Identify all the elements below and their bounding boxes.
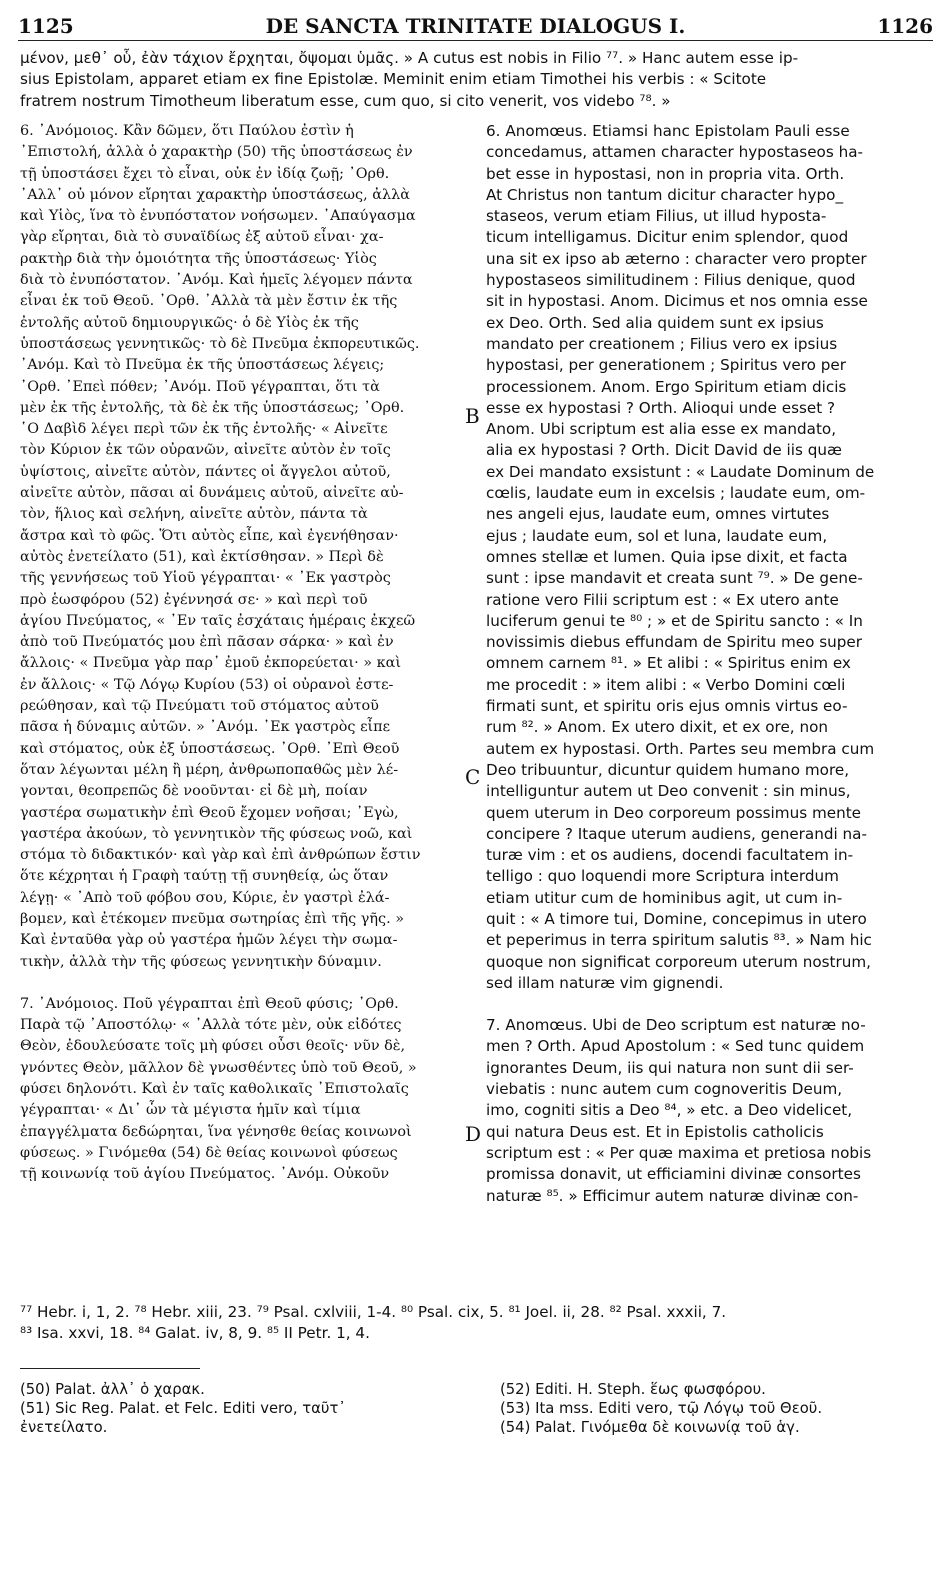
latin-text-line: hypostaseos similitudinem : Filius denique, quod	[486, 271, 856, 290]
greek-text-line: Παρὰ τῷ ᾿Αποστόλῳ· « ᾿Αλλὰ τότε μὲν, οὐκ εἰδότες	[20, 1017, 402, 1034]
intro-line: fratrem nostrum Timotheum liberatum esse, cum quo, si cito venerit, vos videbo ⁷⁸. »	[20, 91, 671, 110]
latin-text-line: omnes stellæ et lumen. Quia ipse dixit, et facta	[486, 547, 848, 566]
latin-text-line: ticum intelligamus. Dicitur enim splendor, quod	[486, 228, 849, 247]
greek-text-line: ἐπαγγέλματα δεδώρηται, ἵνα γένησθε θείας κοινωνοὶ	[20, 1123, 412, 1140]
latin-text-line: concedamus, attamen character hypostaseos ha-	[486, 143, 863, 162]
greek-text-line: φύσεως. » Γινόμεθα (54) δὲ θείας κοινωνοὶ φύσεως	[20, 1144, 398, 1161]
latin-text-line: quem uterum in Deo corporeum possimus mente	[486, 803, 862, 822]
latin-text-line: autem ex hypostasi. Orth. Partes seu membra cum	[486, 739, 875, 758]
variant-note: (51) Sic Reg. Palat. et Felc. Editi vero, ταῦτ᾽	[20, 1400, 346, 1417]
latin-text-line: quit : « A timore tui, Domine, concepimus in utero	[486, 909, 867, 928]
latin-text-line: etiam utitur cum de hominibus agit, ut cum in-	[486, 888, 843, 907]
latin-text-line: turæ vim : et os audiens, docendi facultatem in-	[486, 846, 854, 865]
greek-text-line: τὸν, ἥλιος καὶ σελήνη, αἰνεῖτε αὐτὸν, πάντα τὰ	[20, 506, 368, 523]
latin-text-line: Anom. Ubi scriptum est alia esse ex mandato,	[486, 420, 837, 439]
greek-text-line: διὰ τὸ ἐνυπόστατον. ᾿Ανόμ. Καὶ ἡμεῖς λέγομεν πάντα	[20, 272, 413, 289]
greek-text-line: 6. ᾿Ανόμοιος. Κἂν δῶμεν, ὅτι Παύλου ἐστὶν ἡ	[20, 123, 354, 139]
greek-text-line: γέγραπται· « Δι᾽ ὧν τὰ μέγιστα ἡμῖν καὶ τίμια	[20, 1102, 361, 1119]
latin-text-line: quoque non significat corporeum uterum nostrum,	[486, 952, 872, 971]
latin-text-line: concipere ? Itaque uterum audiens, generandi na-	[486, 824, 867, 843]
latin-text-line: novissimis diebus effundam de Spiritu meo super	[486, 633, 862, 652]
greek-text-line: ὅτε κέχρηται ἡ Γραφὴ ταύτῃ τῇ συνηθείᾳ, ὡς ὅταν	[20, 868, 389, 885]
running-title: DE SANCTA TRINITATE DIALOGUS I.	[265, 14, 686, 38]
latin-text-line: 6. Anomœus. Etiamsi hanc Epistolam Pauli esse	[486, 122, 850, 140]
latin-text-line: bet esse in hypostasi, non in propria vita. Orth.	[486, 164, 845, 183]
latin-text-line: Deo tribuuntur, dicuntur quidem humano more,	[486, 760, 850, 779]
latin-text-line: hypostasi, per generationem ; Spiritus vero per	[486, 356, 846, 375]
greek-text-line: ἀπὸ τοῦ Πνεύματός μου ἐπὶ πᾶσαν σάρκα· » καὶ ἐν	[20, 634, 394, 651]
latin-text-line: men ? Orth. Apud Apostolum : « Sed tunc quidem	[486, 1037, 865, 1056]
greek-text-line: Καὶ ἐνταῦθα γὰρ οὐ γαστέρα ἡμῶν λέγει τὴν σωμα-	[20, 932, 398, 949]
latin-text-line: ignorantes Deum, iis qui natura non sunt dii ser-	[486, 1058, 854, 1077]
greek-text-line: ᾿Ανόμ. Καὶ τὸ Πνεῦμα ἐκ τῆς ὑποστάσεως λέγεις;	[20, 357, 385, 374]
greek-text-line: γνόντες Θεὸν, μᾶλλον δὲ γνωσθέντες ὑπὸ τοῦ Θεοῦ, »	[20, 1059, 417, 1076]
greek-text-line: 7. ᾿Ανόμοιος. Ποῦ γέγραπται ἐπὶ Θεοῦ φύσις; ᾿Ορθ.	[20, 995, 399, 1012]
greek-text-line: ἐντολῆς αὐτοῦ δημιουργικῶς· ὁ δὲ Υἱὸς ἐκ τῆς	[20, 314, 359, 331]
latin-text-line: luciferum genui te ⁸⁰ ; » et de Spiritu sancto : « In	[486, 611, 863, 630]
greek-text-line: γὰρ εἴρηται, διὰ τὸ συναϊδίως ἐξ αὐτοῦ εἶναι· χα-	[20, 229, 384, 246]
greek-column	[20, 121, 465, 1186]
page-header	[18, 10, 933, 41]
latin-column	[486, 121, 934, 1207]
greek-text-line: γονται, θεοπρεπῶς δὲ νοοῦνται· εἰ δὲ μὴ, ποίαν	[20, 783, 368, 800]
footnotes	[20, 1302, 932, 1344]
greek-text-line: τῇ ὑποστάσει ἔχει τὸ εἶναι, οὐκ ἐν ἰδίᾳ ζωῇ; ᾿Ορθ.	[20, 165, 390, 182]
greek-text-line: ῾Ο Δαβὶδ λέγει περὶ τῶν ἐκ τῆς ἐντολῆς· « Αἰνεῖτε	[20, 421, 388, 438]
greek-text-line: εἶναι ἐκ τοῦ Θεοῦ. ᾿Ορθ. ᾿Αλλὰ τὰ μὲν ἔστιν ἐκ τῆς	[20, 293, 398, 310]
latin-text-line: promissa donavit, ut efficiamini divinæ consortes	[486, 1165, 861, 1184]
greek-text-line: αὐτὸς ἐνετείλατο (51), καὶ ἐκτίσθησαν. » Περὶ δὲ	[20, 548, 384, 565]
variant-notes-left	[20, 1380, 480, 1437]
greek-text-line: τικὴν, ἀλλὰ τὴν τῆς φύσεως γεννητικὴν δύναμιν.	[20, 953, 382, 970]
greek-text-line: στόμα τὸ διδακτικόν· καὶ γὰρ καὶ ἐπὶ ἀνθρώπων ἔστιν	[20, 847, 421, 864]
greek-text-line: ᾿Αλλ᾽ οὐ μόνον εἴρηται χαρακτὴρ ὑποστάσεως, ἀλλὰ	[20, 186, 410, 203]
margin-letter-d: D	[465, 1122, 482, 1146]
greek-text-line: καὶ Υἱὸς, ἵνα τὸ ἐνυπόστατον νοήσωμεν. ᾿Απαύγασμα	[20, 208, 416, 225]
latin-text-line: firmati sunt, et spiritu oris ejus omnis virtus eo-	[486, 697, 848, 716]
page-number-left: 1125	[18, 14, 74, 38]
latin-text-line: viebatis : nunc autem cum cognoveritis Deum,	[486, 1080, 843, 1099]
greek-text-line: ἁγίου Πνεύματος, « ᾿Εν ταῖς ἐσχάταις ἡμέραις ἐκχεῶ	[20, 612, 416, 629]
latin-text-line: At Christus non tantum dicitur character hypo_	[486, 185, 844, 204]
greek-text-line: ᾿Ορθ. ᾿Επεὶ πόθεν; ᾿Ανόμ. Ποῦ γέγραπται, ὅτι τὰ	[20, 378, 380, 395]
greek-text-line: ἄστρα καὶ τὸ φῶς. Ὅτι αὐτὸς εἶπε, καὶ ἐγενήθησαν·	[20, 527, 399, 544]
latin-text-line: ejus ; laudate eum, sol et luna, laudate eum,	[486, 526, 828, 545]
latin-text-line: sed illam naturæ vim gignendi.	[486, 973, 724, 992]
latin-text-line: esse ex hypostasi ? Orth. Alioqui unde esset ?	[486, 398, 836, 417]
variant-note: (54) Palat. Γινόμεθα δὲ κοινωνίᾳ τοῦ ἁγ.	[500, 1419, 800, 1436]
greek-text-line: ἄλλοις· « Πνεῦμα γὰρ παρ᾽ ἐμοῦ ἐκπορεύεται· » καὶ	[20, 655, 401, 672]
greek-text-line: ρεώθησαν, καὶ τῷ Πνεύματι τοῦ στόματος αὐτοῦ	[20, 698, 379, 715]
variant-note: (52) Editi. H. Steph. ἕως φωσφόρου.	[500, 1381, 766, 1398]
greek-text-line: ὅταν λέγωνται μέλη ἢ μέρη, ἀνθρωποπαθῶς μὲν λέ-	[20, 761, 399, 778]
greek-text-line: Θεὸν, ἐδουλεύσατε τοῖς μὴ φύσει οὖσι θεοῖς· νῦν δὲ,	[20, 1038, 406, 1055]
paragraph-gap	[20, 973, 465, 994]
latin-text-line: ex Dei mandato exsistunt : « Laudate Dominum de	[486, 462, 875, 481]
latin-text-line: sit in hypostasi. Anom. Dicimus et nos omnia esse	[486, 292, 868, 311]
intro-line: μένον, μεθ᾽ οὗ, ἐὰν τάχιον ἔρχηται, ὄψομαι ὑμᾶς. » A cutus est nobis in Filio ⁷⁷. » Hanc autem esse ip-	[20, 49, 799, 67]
greek-text-line: ᾿Επιστολή, ἀλλὰ ὁ χαρακτὴρ (50) τῆς ὑποστάσεως ἐν	[20, 144, 413, 161]
latin-text-line: 7. Anomœus. Ubi de Deo scriptum est naturæ no-	[486, 1016, 866, 1035]
latin-text-line: et peperimus in terra spiritum salutis ⁸³. » Nam hic	[486, 931, 872, 950]
greek-text-line: ὑποστάσεως γεννητικῶς· τὸ δὲ Πνεῦμα ἐκπορευτικῶς.	[20, 335, 420, 352]
latin-text-line: qui natura Deus est. Et in Epistolis catholicis	[486, 1122, 824, 1141]
greek-text-line: γαστέρα σωματικὴν ἐπὶ Θεοῦ ἔχομεν νοῆσαι; ᾿Εγὼ,	[20, 804, 399, 821]
margin-letter-c: C	[465, 765, 481, 789]
latin-text-line: cœlis, laudate eum in excelsis ; laudate eum, om-	[486, 484, 866, 503]
greek-text-line: γαστέρα ἀκούων, τὸ γεννητικὸν τῆς φύσεως νοῶ, καὶ	[20, 825, 413, 842]
greek-text-line: ρακτὴρ διὰ τὴν ὁμοιότητα τῆς ὑποστάσεως· Υἱὸς	[20, 250, 377, 267]
footnote-line: ⁷⁷ Hebr. i, 1, 2. ⁷⁸ Hebr. xiii, 23. ⁷⁹ Psal. cxlviii, 1-4. ⁸⁰ Psal. cix, 5. ⁸¹ Joel. ii, 28. ⁸² Psal. xxxii, 7.	[20, 1303, 727, 1321]
variant-note: (50) Palat. ἀλλ᾽ ὁ χαρακ.	[20, 1381, 205, 1398]
greek-text-line: βομεν, καὶ ἐτέκομεν πνεῦμα σωτηρίας ἐπὶ τῆς γῆς. »	[20, 910, 405, 927]
latin-text-line: rum ⁸². » Anom. Ex utero dixit, et ex ore, non	[486, 718, 829, 737]
greek-text-line: καὶ στόματος, οὐκ ἐξ ὑποστάσεως. ᾿Ορθ. ᾿Επὶ Θεοῦ	[20, 740, 400, 757]
greek-text-line: τῇ κοινωνίᾳ τοῦ ἁγίου Πνεύματος. ᾿Ανόμ. Οὐκοῦν	[20, 1166, 390, 1183]
greek-text-line: τῆς γεννήσεως τοῦ Υἱοῦ γέγραπται· « ᾿Εκ γαστρὸς	[20, 570, 391, 587]
intro-line: sius Epistolam, apparet etiam ex fine Epistolæ. Meminit enim etiam Timothei his verbis : « Scitote	[20, 70, 767, 89]
latin-text-line: me procedit : » item alibi : « Verbo Domini cœli	[486, 675, 846, 694]
latin-text-line: naturæ ⁸⁵. » Efficimur autem naturæ divinæ con-	[486, 1186, 859, 1205]
page-number-right: 1126	[877, 14, 933, 38]
latin-text-line: processionem. Anom. Ergo Spiritum etiam dicis	[486, 377, 847, 396]
greek-text-line: πρὸ ἑωσφόρου (52) ἐγέννησά σε· » καὶ περὶ τοῦ	[20, 591, 368, 608]
latin-text-line: nes angeli ejus, laudate eum, omnes virtutes	[486, 505, 830, 524]
variant-note: (53) Ita mss. Editi vero, τῷ Λόγῳ τοῦ Θεοῦ.	[500, 1400, 823, 1417]
variant-note: ἐνετείλατο.	[20, 1419, 108, 1436]
greek-text-line: πᾶσα ἡ δύναμις αὐτῶν. » ᾿Ανόμ. ᾿Εκ γαστρὸς εἶπε	[20, 719, 391, 736]
latin-text-line: intelliguntur autem ut Deo convenit : sin minus,	[486, 782, 851, 801]
latin-text-line: telligo : quo loquendi more Scriptura interdum	[486, 867, 839, 886]
latin-text-line: una sit ex ipso ab æterno : character vero propter	[486, 249, 867, 268]
margin-letter-b: B	[465, 404, 480, 428]
latin-text-line: ex Deo. Orth. Sed alia quidem sunt ex ipsius	[486, 313, 824, 332]
latin-text-line: omnem carnem ⁸¹. » Et alibi : « Spiritus enim ex	[486, 654, 851, 673]
greek-text-line: λέγῃ· « ᾿Απὸ τοῦ φόβου σου, Κύριε, ἐν γαστρὶ ἐλά-	[20, 889, 390, 906]
variant-notes-right	[500, 1380, 940, 1437]
footnote-line: ⁸³ Isa. xxvi, 18. ⁸⁴ Galat. iv, 8, 9. ⁸⁵ II Petr. 1, 4.	[20, 1324, 370, 1342]
latin-text-line: scriptum est : « Per quæ maxima et pretiosa nobis	[486, 1143, 872, 1162]
latin-text-line: staseos, verum etiam Filius, ut illud hyposta-	[486, 207, 827, 226]
latin-text-line: alia ex hypostasi ? Orth. Dicit David de iis quæ	[486, 441, 842, 460]
greek-text-line: αἰνεῖτε αὐτὸν, πᾶσαι αἱ δυνάμεις αὐτοῦ, αἰνεῖτε αὐ-	[20, 485, 404, 502]
variants-divider	[20, 1368, 200, 1369]
greek-text-line: τὸν Κύριον ἐκ τῶν οὐρανῶν, αἰνεῖτε αὐτὸν ἐν τοῖς	[20, 442, 391, 459]
latin-text-line: mandato per creationem ; Filius vero ex ipsius	[486, 334, 838, 353]
latin-text-line: ratione vero Filii scriptum est : « Ex utero ante	[486, 590, 839, 609]
paragraph-gap	[486, 994, 934, 1015]
greek-text-line: μὲν ἐκ τῆς ἐντολῆς, τὰ δὲ ἐκ τῆς ὑποστάσεως; ᾿Ορθ.	[20, 399, 405, 416]
greek-text-line: ὑψίστοις, αἰνεῖτε αὐτὸν, πάντες οἱ ἄγγελοι αὐτοῦ,	[20, 463, 391, 480]
greek-text-line: ἐν ἄλλοις· « Τῷ Λόγῳ Κυρίου (53) οἱ οὐρανοὶ ἐστε-	[20, 676, 394, 693]
intro-paragraph	[20, 48, 932, 112]
latin-text-line: imo, cogniti sitis a Deo ⁸⁴, » etc. a Deo videlicet,	[486, 1101, 853, 1120]
greek-text-line: φύσει δηλονότι. Καὶ ἐν ταῖς καθολικαῖς ᾿Επιστολαῖς	[20, 1081, 409, 1098]
latin-text-line: sunt : ipse mandavit et creata sunt ⁷⁹. » De gene-	[486, 569, 863, 588]
